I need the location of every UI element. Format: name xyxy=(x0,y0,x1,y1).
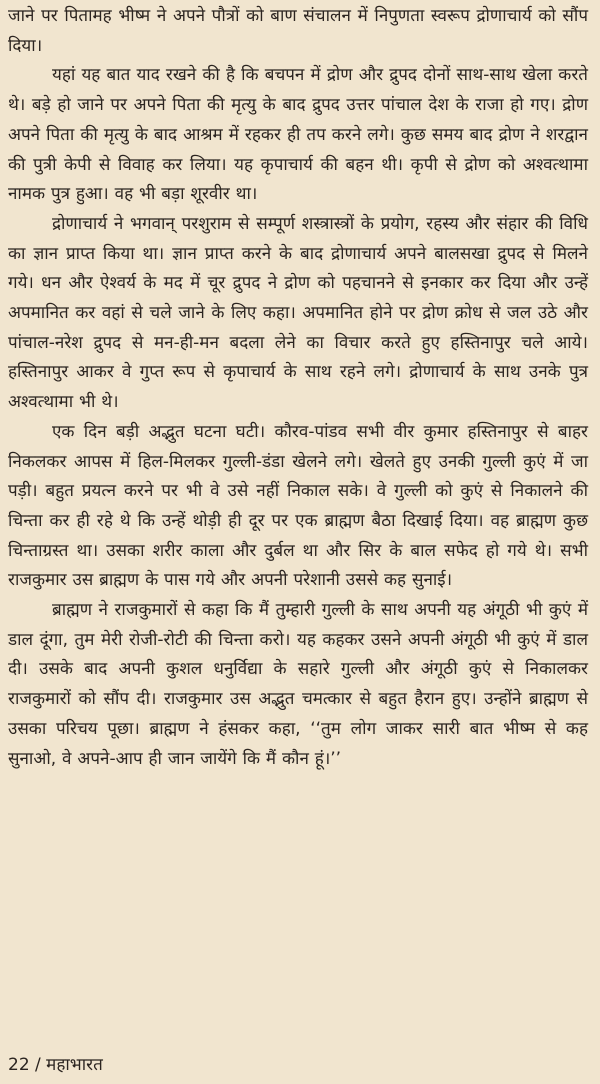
paragraph-3: द्रोणाचार्य ने भगवान् परशुराम से सम्पूर्ण शस्त्रास्त्रों के प्रयोग, रहस्य और संहार की विधि का ज्ञान प्राप्त किया था। ज्ञान प्राप्त करने के बाद द्रोणाचार्य अपने बालसखा द्रुपद से मिलने गये। धन और ऐश्वर्य के मद में चूर द्रुपद ने द्रोण को पहचानने से इनकार कर दिया और उन्हें अपमानित कर वहां से चले जाने के लिए कहा। अपमानित होने पर द्रोण क्रोध से जल उठे और पांचाल-नरेश द्रुपद से मन-ही-मन बदला लेने का विचार करते हुए हस्तिनापुर चले आये। हस्तिनापुर आकर वे गुप्त रूप से कृपाचार्य के साथ रहने लगे। द्रोणाचार्य के साथ उनके पुत्र अश्वत्थामा भी थे। xyxy=(8,213,588,413)
paragraph-1: जाने पर पितामह भीष्म ने अपने पौत्रों को बाण संचालन में निपुणता स्वरूप द्रोणाचार्य को सौंप दिया। xyxy=(8,6,588,56)
paragraph-5: ब्राह्मण ने राजकुमारों से कहा कि मैं तुम्हारी गुल्ली के साथ अपनी यह अंगूठी भी कुएं में डाल दूंगा, तुम मेरी रोजी-रोटी की चिन्ता करो। यह कहकर उसने अपनी अंगूठी भी कुएं में डाल दी। उसके बाद अपनी कुशल धनुर्विद्या के सहारे गुल्ली और अंगूठी कुएं से निकालकर राजकुमारों को सौंप दी। राजकुमार उस अद्भुत चमत्कार से बहुत हैरान हुए। उन्होंने ब्राह्मण से उसका परिचय पूछा। ब्राह्मण ने हंसकर कहा, ‘‘तुम लोग जाकर सारी बात भीष्म से कह सुनाओ, वे अपने-आप ही जान जायेंगे कि मैं कौन हूं।’’ xyxy=(8,600,588,769)
page-footer: 22 / महाभारत xyxy=(8,1055,103,1075)
paragraph-2: यहां यह बात याद रखने की है कि बचपन में द्रोण और द्रुपद दोनों साथ-साथ खेला करते थे। बड़े हो जाने पर अपने पिता की मृत्यु के बाद द्रुपद उत्तर पांचाल देश के राजा हो गए। द्रोण अपने पिता की मृत्यु के बाद आश्रम में रहकर ही तप करने लगे। कुछ समय बाद द्रोण ने शरद्वान की पुत्री केपी से विवाह कर लिया। यह कृपाचार्य की बहन थी। कृपी से द्रोण को अश्वत्थामा नामक पुत्र हुआ। वह भी बड़ा शूरवीर था। xyxy=(8,65,588,205)
paragraph-4: एक दिन बड़ी अद्भुत घटना घटी। कौरव-पांडव सभी वीर कुमार हस्तिनापुर से बाहर निकलकर आपस में हिल-मिलकर गुल्ली-डंडा खेलने लगे। खेलते हुए उनकी गुल्ली कुएं में जा पड़ी। बहुत प्रयत्न करने पर भी वे उसे नहीं निकाल सके। वे गुल्ली को कुएं से निकालने की चिन्ता कर ही रहे थे कि उन्हें थोड़ी ही दूर पर एक ब्राह्मण बैठा दिखाई दिया। वह ब्राह्मण कुछ चिन्ताग्रस्त था। उसका शरीर काला और दुर्बल था और सिर के बाल सफेद हो गये थे। सभी राजकुमार उस ब्राह्मण के पास गये और अपनी परेशानी उससे कह सुनाई। xyxy=(8,421,588,591)
